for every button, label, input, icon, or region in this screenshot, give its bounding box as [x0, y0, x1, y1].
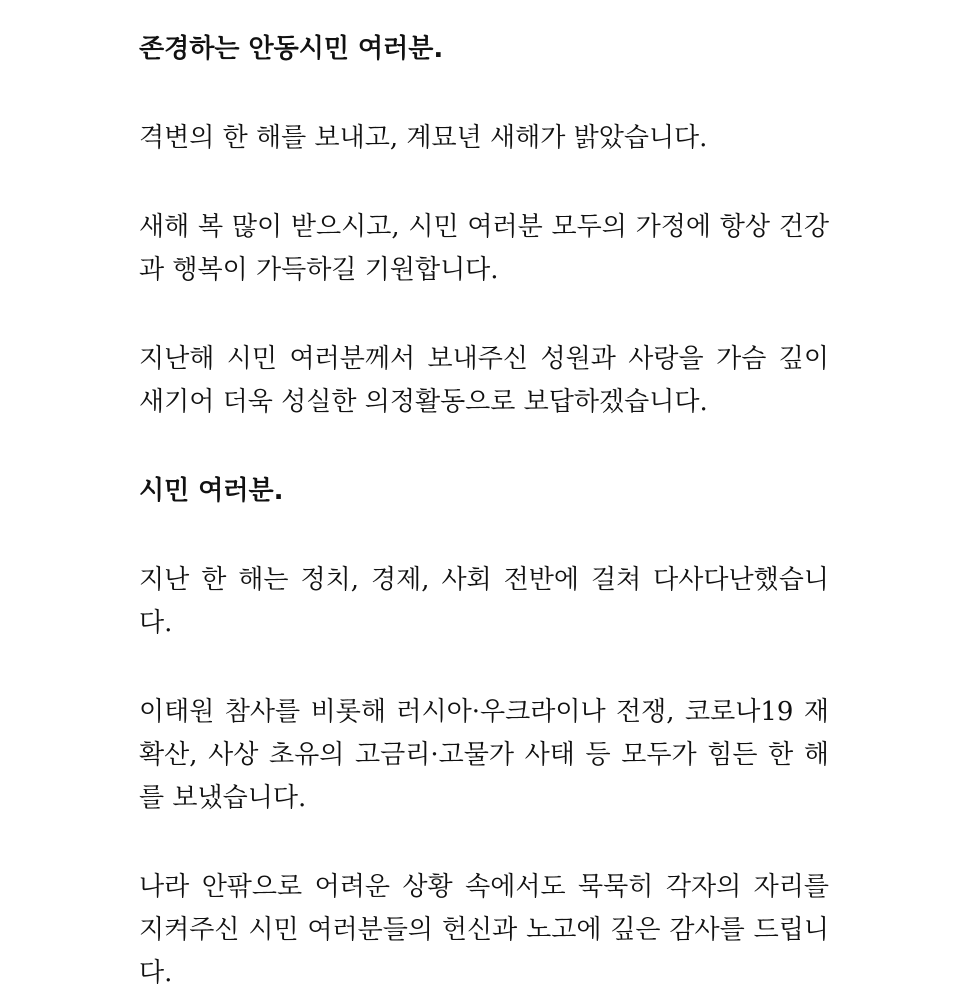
greeting-heading: 존경하는 안동시민 여러분.: [139, 34, 444, 64]
paragraph-eventful-year: 지난 한 해는 정치, 경제, 사회 전반에 걸쳐 다사다난했습니다.: [139, 565, 829, 638]
paragraph-gratitude: 지난해 시민 여러분께서 보내주신 성원과 사랑을 가슴 깊이 새기어 더욱 성실한 의정활동으로 보답하겠습니다.: [139, 344, 829, 417]
paragraph-hardships: 이태원 참사를 비롯해 러시아·우크라이나 전쟁, 코로나19 재확산, 사상 초유의 고금리·고물가 사태 등 모두가 힘든 한 해를 보냈습니다.: [139, 697, 829, 813]
paragraph-new-year: 격변의 한 해를 보내고, 계묘년 새해가 밝았습니다.: [139, 123, 708, 153]
paragraph-wishes: 새해 복 많이 받으시고, 시민 여러분 모두의 가정에 항상 건강과 행복이 가득하길 기원합니다.: [139, 212, 829, 285]
paragraph-thanks: 나라 안팎으로 어려운 상황 속에서도 묵묵히 각자의 자리를 지켜주신 시민 여러분들의 헌신과 노고에 깊은 감사를 드립니다.: [139, 872, 829, 988]
subheading-citizens: 시민 여러분.: [139, 476, 284, 506]
letter-document: [139, 28, 829, 995]
